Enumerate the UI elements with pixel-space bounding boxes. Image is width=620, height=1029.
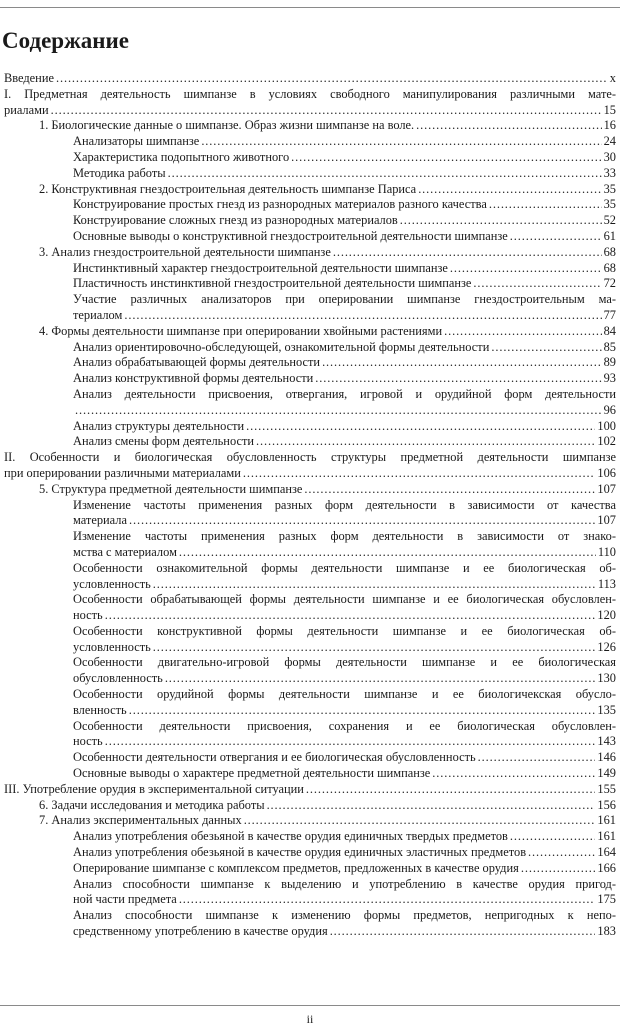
dot-leader (51, 103, 602, 119)
toc-entry-title: 4. Формы деятельности шимпанзе при оперировании хвойными растениями (39, 323, 443, 338)
toc-entry-title: териалом (73, 307, 123, 322)
dot-leader (124, 308, 601, 324)
dot-leader (153, 577, 596, 593)
toc-entry-title: Введение (4, 71, 54, 85)
toc-entry[interactable] (0, 118, 620, 134)
toc-page-number: 35 (603, 181, 616, 196)
toc-entry[interactable] (0, 782, 620, 798)
dot-leader (510, 229, 602, 245)
toc-entry[interactable] (0, 355, 620, 371)
toc-entry-title-line: Анализ способности шимпанзе к изменению формы предметов, непригодных к непо- (73, 908, 616, 923)
toc-page-number: 183 (597, 924, 616, 939)
toc-page-number: x (609, 71, 616, 85)
toc-entry-title-line: Особенности деятельности присвоения, сохранения и ее биологическая обусловлен- (73, 718, 616, 733)
toc-entry[interactable] (0, 687, 620, 719)
toc-entry-title: условленность (73, 639, 151, 654)
dot-leader (56, 71, 608, 87)
toc-page-number: 107 (597, 481, 616, 496)
toc-entry-title: Пластичность инстинктивной гнездостроительной деятельности шимпанзе (73, 276, 472, 291)
toc-page-number: 143 (597, 734, 616, 749)
toc-page-number: 100 (597, 418, 616, 433)
toc-entry-title: 1. Биологические данные о шимпанзе. Образ жизни шимпанзе на воле. (39, 118, 415, 133)
dot-leader (450, 261, 602, 277)
toc-entry[interactable] (0, 877, 620, 909)
dot-leader (416, 118, 601, 134)
toc-page-number: 164 (597, 845, 616, 860)
dot-leader (489, 197, 602, 213)
toc-entry[interactable] (0, 245, 620, 261)
toc-entry[interactable] (0, 87, 620, 119)
toc-entry[interactable] (0, 197, 620, 213)
toc-page-number: 15 (603, 102, 616, 117)
toc-entry[interactable] (0, 719, 620, 751)
toc-entry-title: Конструирование сложных гнезд из разнородных материалов (73, 213, 398, 228)
toc-page-number: 146 (597, 750, 616, 765)
toc-entry[interactable] (0, 592, 620, 624)
toc-page-number: 135 (597, 702, 616, 717)
toc-page-number: 156 (597, 797, 616, 812)
toc-entry-title: обусловленность (73, 671, 163, 686)
dot-leader (432, 766, 595, 782)
toc-entry[interactable] (0, 387, 620, 419)
toc-page-number: 102 (597, 434, 616, 449)
toc-entry-title: Методика работы (73, 165, 166, 180)
toc-entry[interactable] (0, 766, 620, 782)
toc-page-number: 77 (603, 307, 616, 322)
dot-leader (315, 371, 601, 387)
toc-entry[interactable] (0, 813, 620, 829)
toc-entry[interactable] (0, 655, 620, 687)
toc-entry[interactable] (0, 261, 620, 277)
toc-entry-title-line: Изменение частоты применения разных форм деятельности в зависимости от знако- (73, 529, 616, 544)
toc-entry-title-line: Анализ способности шимпанзе к выделению и употреблению в качестве орудия пригод- (73, 876, 616, 891)
toc-entry[interactable] (0, 561, 620, 593)
toc-page-number: 30 (603, 149, 616, 164)
dot-leader (75, 403, 602, 419)
table-of-contents (0, 71, 620, 940)
toc-page-number: 130 (597, 671, 616, 686)
toc-entry[interactable] (0, 71, 620, 87)
toc-entry[interactable] (0, 229, 620, 245)
toc-page-number: 33 (603, 165, 616, 180)
toc-page-number: 72 (603, 276, 616, 291)
dot-leader (256, 434, 595, 450)
toc-page-number: 113 (597, 576, 616, 591)
toc-page-number: 93 (603, 371, 616, 386)
toc-page-number: 175 (597, 892, 616, 907)
toc-entry[interactable] (0, 450, 620, 482)
toc-page-number: 85 (603, 339, 616, 354)
dot-leader (246, 419, 595, 435)
toc-entry-title: при оперировании различными материалами (4, 465, 241, 480)
toc-entry[interactable] (0, 371, 620, 387)
toc-entry-title: Анализ смены форм деятельности (73, 434, 254, 449)
dot-leader (521, 861, 596, 877)
toc-page-number: 68 (603, 260, 616, 275)
toc-entry-title-line: II. Особенности и биологическая обусловленность структуры предметной деятельности шимпанзе (4, 450, 616, 465)
toc-page-number: 120 (597, 608, 616, 623)
toc-entry[interactable] (0, 150, 620, 166)
toc-page-number: 84 (603, 323, 616, 338)
toc-entry-title: вленность (73, 702, 127, 717)
toc-entry-title: ность (73, 608, 103, 623)
toc-entry-title: 6. Задачи исследования и методика работы (39, 797, 265, 812)
dot-leader (105, 608, 596, 624)
page-title: Содержание (2, 28, 129, 53)
toc-page-number: 107 (597, 513, 616, 528)
toc-page-number: 126 (597, 639, 616, 654)
dot-leader (304, 482, 595, 498)
dot-leader (291, 150, 601, 166)
toc-entry-title: мства с материалом (73, 544, 177, 559)
toc-entry-title: Анализ обрабатывающей формы деятельности (73, 355, 321, 370)
toc-entry-title: Характеристика подопытного животного (73, 149, 290, 164)
toc-page-number: 161 (597, 829, 616, 844)
toc-entry-title: III. Употребление орудия в экспериментальной ситуации (4, 781, 304, 796)
toc-entry[interactable] (0, 908, 620, 940)
toc-entry[interactable] (0, 213, 620, 229)
toc-page-number: 52 (603, 213, 616, 228)
toc-entry[interactable] (0, 276, 620, 292)
toc-entry[interactable] (0, 750, 620, 766)
toc-entry-title: риалами (4, 102, 49, 117)
toc-entry[interactable] (0, 624, 620, 656)
bottom-rule (0, 1005, 620, 1006)
toc-page-number: 161 (597, 813, 616, 828)
toc-entry-title: Особенности деятельности отвергания и ее биологическая обусловленность (73, 750, 476, 765)
top-rule (0, 7, 620, 8)
toc-entry[interactable] (0, 134, 620, 150)
toc-entry-title: 7. Анализ экспериментальных данных (39, 813, 242, 828)
toc-entry[interactable] (0, 798, 620, 814)
dot-leader (306, 782, 596, 798)
toc-entry[interactable] (0, 434, 620, 450)
toc-entry-title: материала (73, 513, 127, 528)
toc-entry[interactable] (0, 419, 620, 435)
toc-entry[interactable] (0, 845, 620, 861)
dot-leader (491, 340, 601, 356)
toc-entry-title-line: Особенности двигательно-игровой формы деятельности шимпанзе и ее биологическая (73, 655, 616, 670)
dot-leader (201, 134, 601, 150)
toc-page-number: 24 (603, 134, 616, 149)
toc-page-number: 16 (603, 118, 616, 133)
toc-entry[interactable] (0, 861, 620, 877)
toc-page-number: 106 (597, 465, 616, 480)
dot-leader (179, 892, 596, 908)
dot-leader (333, 245, 602, 261)
toc-entry-title: Анализ употребления обезьяной в качестве орудия единичных твердых предметов (73, 829, 508, 844)
toc-entry-title: Анализ конструктивной формы деятельности (73, 371, 314, 386)
toc-entry[interactable] (0, 166, 620, 182)
toc-entry-title: ность (73, 734, 103, 749)
toc-entry-title: Анализ структуры деятельности (73, 418, 245, 433)
toc-entry-title: Инстинктивный характер гнездостроительной деятельности шимпанзе (73, 260, 448, 275)
toc-entry-title-line: Участие различных анализаторов при оперировании шимпанзе гнездостроительным ма- (73, 292, 616, 307)
dot-leader (153, 640, 596, 656)
dot-leader (243, 466, 596, 482)
toc-page-number: 35 (603, 197, 616, 212)
toc-entry-title-line: Особенности орудийной формы деятельности шимпанзе и ее биологичекская обусло- (73, 687, 616, 702)
dot-leader (478, 750, 596, 766)
dot-leader (444, 324, 602, 340)
toc-entry-title-line: Особенности ознакомительной формы деятельности шимпанзе и ее биологическая об- (73, 560, 616, 575)
dot-leader (330, 924, 596, 940)
toc-entry-title: 3. Анализ гнездостроительной деятельности шимпанзе (39, 244, 331, 259)
toc-entry[interactable] (0, 182, 620, 198)
toc-page-number: 155 (597, 781, 616, 796)
toc-page-number: 68 (603, 244, 616, 259)
toc-entry-title: Анализ употребления обезьяной в качестве орудия единичных эластичных предметов (73, 845, 527, 860)
toc-entry-title: Анализ ориентировочно-обследующей, ознакомительной формы деятельности (73, 339, 490, 354)
toc-page-number: 149 (597, 766, 616, 781)
dot-leader (510, 829, 596, 845)
toc-entry-title: Оперирование шимпанзе с комплексом предметов, предложенных в качестве орудия (73, 860, 519, 875)
toc-entry-title-line: Особенности конструктивной формы деятельности шимпанзе и ее биологическая об- (73, 623, 616, 638)
dot-leader (129, 513, 595, 529)
toc-entry[interactable] (0, 829, 620, 845)
toc-page-number: 61 (603, 228, 616, 243)
toc-page-number: 96 (603, 402, 616, 417)
dot-leader (179, 545, 596, 561)
toc-page-number: 110 (597, 544, 616, 559)
dot-leader (165, 671, 596, 687)
dot-leader (244, 813, 596, 829)
toc-entry-title-line: I. Предметная деятельность шимпанзе в условиях свободного манипулирования различными мате- (4, 86, 616, 101)
toc-entry-title: Конструирование простых гнезд из разнородных материалов разного качества (73, 197, 487, 212)
page-number: ii (306, 1012, 314, 1026)
toc-entry-title: Основные выводы о конструктивной гнездостроительной деятельности шимпанзе (73, 228, 508, 243)
toc-entry[interactable] (0, 529, 620, 561)
dot-leader (267, 798, 596, 814)
dot-leader (129, 703, 596, 719)
toc-entry-title: 5. Структура предметной деятельности шимпанзе (39, 481, 303, 496)
dot-leader (322, 355, 602, 371)
toc-entry-title: 2. Конструктивная гнездостроительная деятельность шимпанзе Париса (39, 181, 417, 196)
dot-leader (105, 734, 596, 750)
dot-leader (400, 213, 602, 229)
toc-entry[interactable] (0, 482, 620, 498)
dot-leader (473, 276, 601, 292)
dot-leader (168, 166, 602, 182)
dot-leader (528, 845, 595, 861)
toc-entry-title: Анализаторы шимпанзе (73, 134, 200, 149)
toc-entry-title-line: Анализ деятельности присвоения, отвергания, игровой и орудийной форм деятельности (73, 386, 616, 401)
toc-page-number: 89 (603, 355, 616, 370)
toc-entry[interactable] (0, 292, 620, 324)
toc-entry-title: условленность (73, 576, 151, 591)
toc-entry[interactable] (0, 340, 620, 356)
toc-entry-title-line: Изменение частоты применения разных форм деятельности в зависимости от качества (73, 497, 616, 512)
dot-leader (418, 182, 601, 198)
toc-entry-title-line: Особенности обрабатывающей формы деятельности шимпанзе и ее биологическая обусловлен- (73, 592, 616, 607)
toc-entry[interactable] (0, 324, 620, 340)
toc-entry[interactable] (0, 498, 620, 530)
toc-entry-title: ной части предмета (73, 892, 177, 907)
toc-page-number: 166 (597, 860, 616, 875)
toc-entry-title: Основные выводы о характере предметной деятельности шимпанзе (73, 766, 431, 781)
toc-entry-title: средственному употреблению в качестве орудия (73, 924, 328, 939)
